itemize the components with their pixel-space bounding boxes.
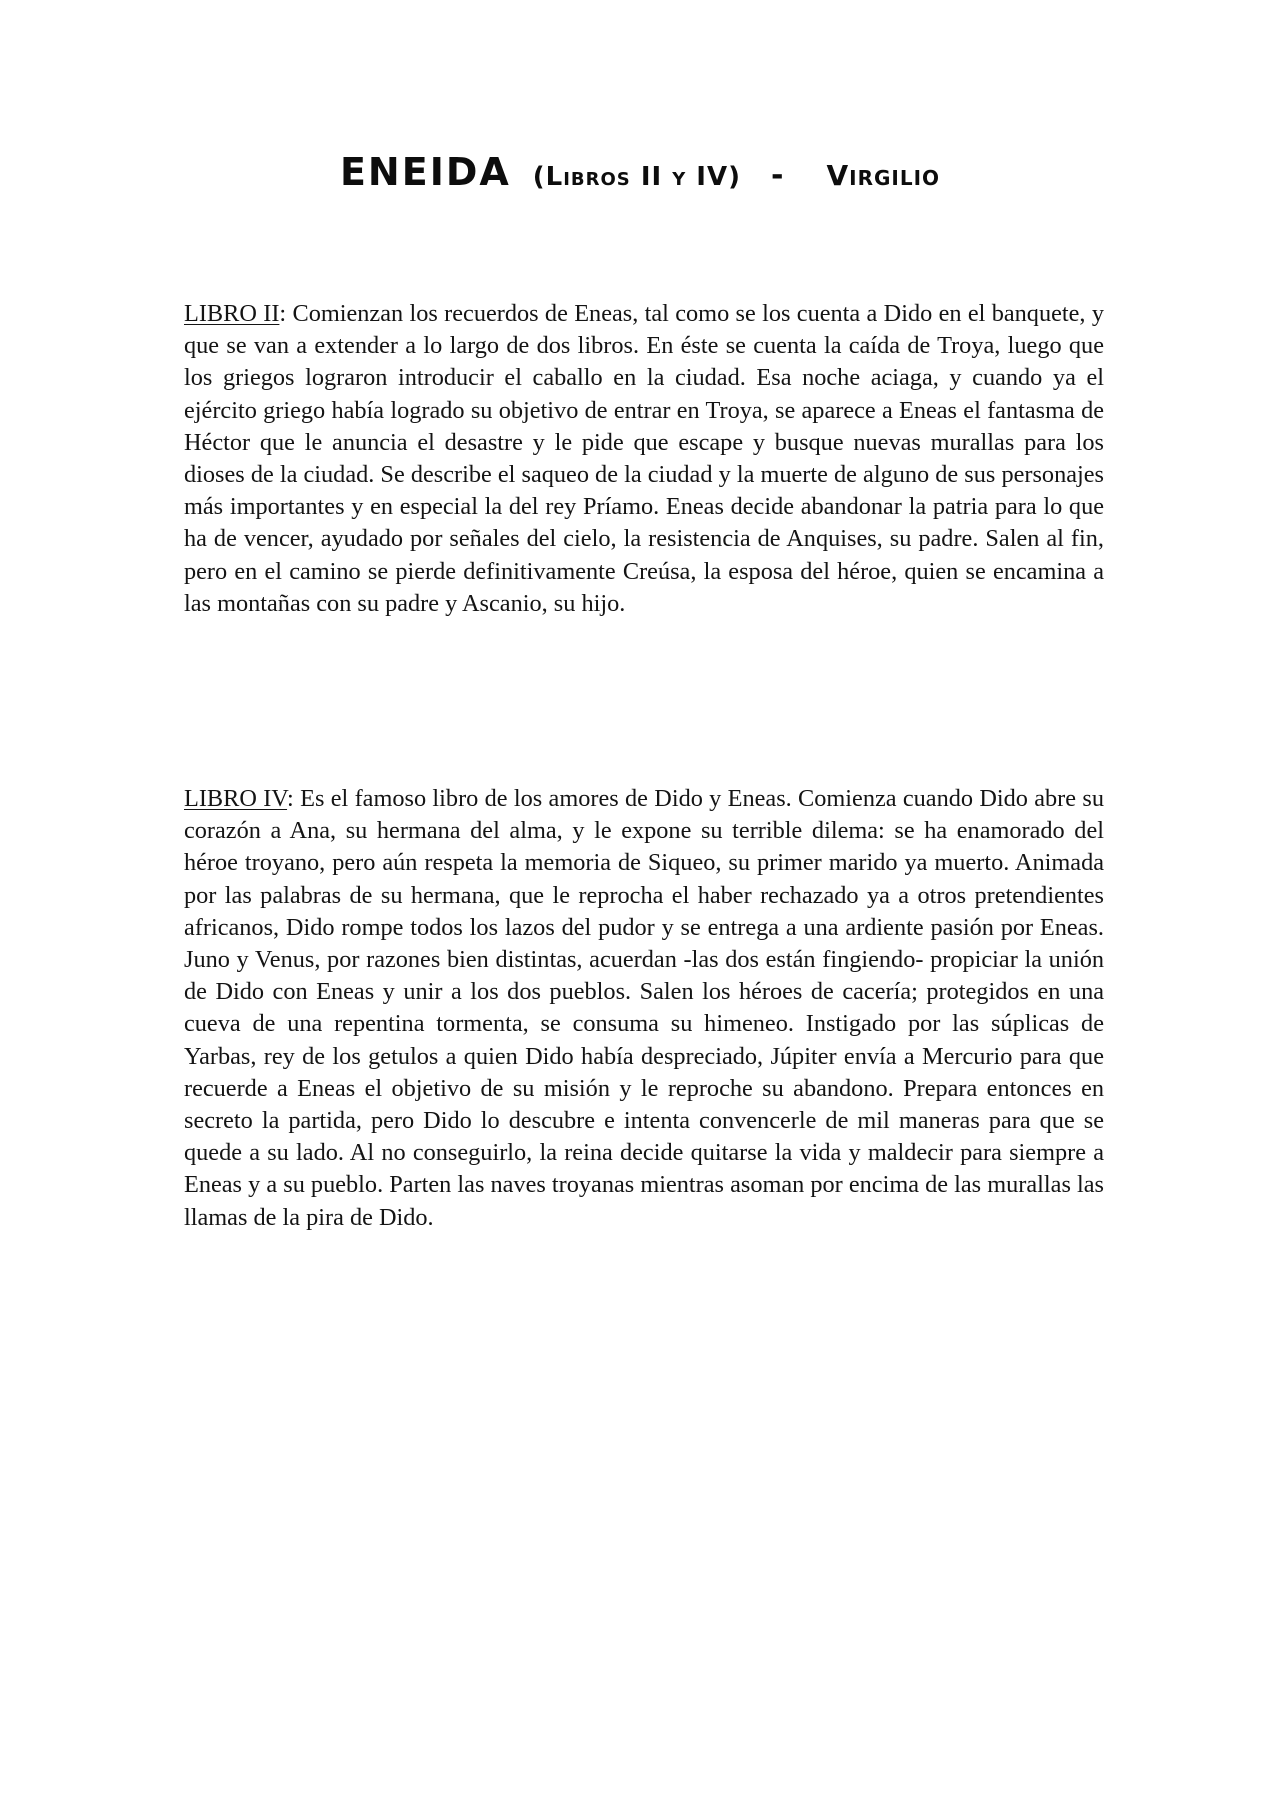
section-libro-ii — [184, 298, 1104, 620]
section-text-libro-ii: : Comienzan los recuerdos de Eneas, tal como se los cuenta a Dido en el banquete, y que se van a extender a lo largo de dos libros. En éste se cuenta la caída de Troya, luego que los griegos lograron introducir el caballo en la ciudad. Esa noche aciaga, y cuando ya el ejército griego había logrado su objetivo de entrar en Troya, se aparece a Eneas el fantasma de Héctor que le anuncia el desastre y le pide que escape y busque nuevas murallas para los dioses de la ciudad. Se describe el saqueo de la ciudad y la muerte de alguno de sus personajes más importantes y en especial la del rey Príamo. Eneas decide abandonar la patria para lo que ha de vencer, ayudado por señales del cielo, la resistencia de Anquises, su padre. Salen al fin, pero en el camino se pierde definitivamente Creúsa, la esposa del héroe, quien se encamina a las montañas con su padre y Ascanio, su hijo. — [184, 300, 1104, 617]
title-separator: - — [771, 158, 785, 193]
section-heading-libro-ii: LIBRO II — [184, 300, 280, 327]
title-author: Virgilio — [826, 159, 941, 192]
title-subtitle: (Libros II y IV) — [532, 162, 741, 192]
section-libro-iv — [184, 783, 1104, 1234]
document-title — [0, 150, 1280, 194]
section-text-libro-iv: : Es el famoso libro de los amores de Dido y Eneas. Comienza cuando Dido abre su corazón a Ana, su hermana del alma, y le expone su terrible dilema: se ha enamorado del héroe troyano, pero aún respeta la memoria de Siqueo, su primer marido ya muerto. Animada por las palabras de su hermana, que le reprocha el haber rechazado ya a otros pretendientes africanos, Dido rompe todos los lazos del pudor y se entrega a una ardiente pasión por Eneas. Juno y Venus, por razones bien distintas, acuerdan -las dos están fingiendo- propiciar la unión de Dido con Eneas y unir a los dos pueblos. Salen los héroes de cacería; protegidos en una cueva de una repentina tormenta, se consuma su himeneo. Instigado por las súplicas de Yarbas, rey de los getulos a quien Dido había despreciado, Júpiter envía a Mercurio para que recuerde a Eneas el objetivo de su misión y le reproche su abandono. Prepara entonces en secreto la partida, pero Dido lo descubre e intenta convencerle de mil maneras para que se quede a su lado. Al no conseguirlo, la reina decide quitarse la vida y maldecir para siempre a Eneas y a su pueblo. Parten las naves troyanas mientras asoman por encima de las murallas las llamas de la pira de Dido. — [184, 785, 1104, 1231]
section-heading-libro-iv: LIBRO IV — [184, 785, 288, 812]
title-main: ENEIDA — [339, 150, 511, 194]
